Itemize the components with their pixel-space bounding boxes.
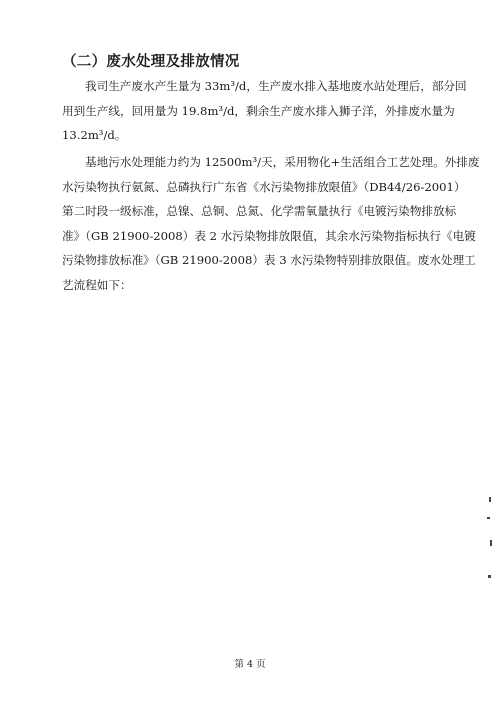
- page-number: 第 4 页: [234, 659, 266, 670]
- section-heading: （二）废水处理及排放情况: [62, 54, 240, 70]
- text-line: 用到生产线，回用量为 19.8m³/d，剩余生产废水排入狮子洋，外排废水量为: [62, 103, 455, 118]
- paragraph-wastewater-volume: [62, 74, 466, 148]
- text-line: 基地污水处理能力约为 12500m³/天，采用物化+生活组合工艺处理。外排废: [85, 155, 480, 169]
- scan-speck: [490, 540, 492, 546]
- scan-speck: [488, 575, 491, 578]
- scan-speck: [489, 497, 491, 502]
- text-line: 准》（GB 21900-2008）表 2 水污染物排放限值，其余水污染物指标执行《电镀: [62, 228, 476, 243]
- scan-speck: [487, 517, 490, 519]
- text-line: 水污染物执行氨氮、总磷执行广东省《水污染物排放限值》（DB44/26-2001）: [62, 179, 466, 194]
- text-line: 污染物排放标准》（GB 21900-2008）表 3 水污染物特别排放限值。废水处理工: [62, 253, 476, 267]
- text-line: 艺流程如下：: [62, 277, 132, 292]
- text-line: 13.2m³/d。: [62, 128, 127, 142]
- text-line: 第二时段一级标准，总镍、总铜、总氮、化学需氧量执行《电镀污染物排放标: [62, 204, 457, 218]
- paragraph-treatment-standards: [62, 150, 480, 297]
- text-line: 我司生产废水产生量为 33m³/d，生产废水排入基地废水站处理后，部分回: [85, 79, 467, 93]
